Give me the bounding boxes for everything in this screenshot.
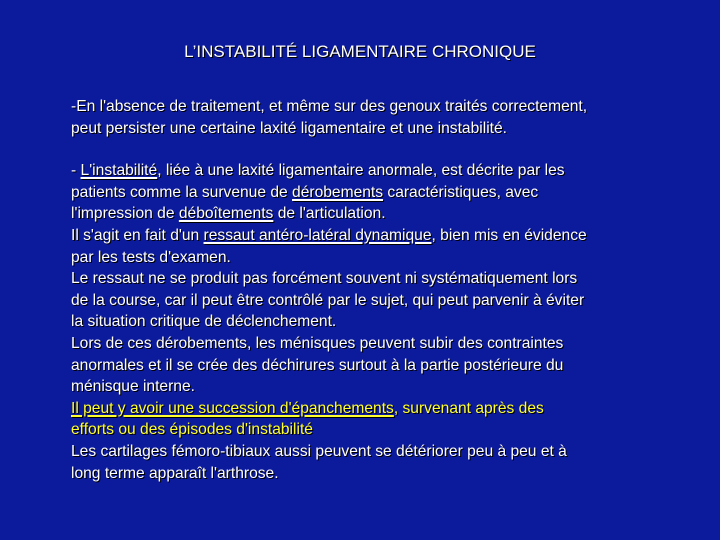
highlighted-line bbox=[71, 398, 701, 420]
text-line: Les cartilages fémoro-tibiaux aussi peuvent se détériorer peu à peu et à bbox=[71, 442, 567, 460]
text-segment: Il s'agit en fait d'un bbox=[71, 226, 204, 244]
text-line: de la course, car il peut être contrôlé par le sujet, qui peut parvenir à éviter bbox=[71, 291, 585, 309]
text-segment: patients comme la survenue de bbox=[71, 183, 293, 201]
text-line: anormales et il se crée des déchirures surtout à la partie postérieure du bbox=[71, 356, 564, 374]
text-segment: de l'articulation. bbox=[273, 205, 386, 223]
text-line bbox=[71, 182, 701, 204]
underlined-term: ressaut antéro-latéral dynamique bbox=[203, 226, 432, 244]
underlined-term: L'instabilité bbox=[80, 162, 158, 180]
instability-paragraph bbox=[71, 160, 701, 484]
text-line: long terme apparaît l'arthrose. bbox=[71, 464, 279, 482]
text-line bbox=[71, 225, 701, 247]
text-line: par les tests d'examen. bbox=[71, 248, 231, 266]
text-segment: - bbox=[71, 162, 81, 180]
text-segment: , liée à une laxité ligamentaire anormale, est décrite par les bbox=[157, 162, 565, 180]
highlighted-line: efforts ou des épisodes d'instabilité bbox=[71, 421, 313, 439]
slide-title: L’INSTABILITÉ LIGAMENTAIRE CHRONIQUE bbox=[184, 42, 536, 61]
text-line: peut persister une certaine laxité ligamentaire et une instabilité. bbox=[71, 119, 508, 137]
slide-body bbox=[71, 96, 701, 484]
intro-paragraph bbox=[71, 96, 701, 139]
text-segment: , bien mis en évidence bbox=[431, 226, 587, 244]
text-line: Le ressaut ne se produit pas forcément souvent ni systématiquement lors bbox=[71, 270, 578, 288]
text-line: la situation critique de déclenchement. bbox=[71, 313, 337, 331]
underlined-term: Il peut y avoir une succession d'épanchements bbox=[71, 399, 394, 417]
text-segment: , survenant après des bbox=[393, 399, 544, 417]
text-line bbox=[71, 160, 701, 182]
text-line: ménisque interne. bbox=[71, 378, 195, 396]
text-line bbox=[71, 203, 701, 225]
text-segment: l'impression de bbox=[71, 205, 179, 223]
underlined-term: déboîtements bbox=[178, 205, 274, 223]
text-segment: caractéristiques, avec bbox=[383, 183, 539, 201]
text-line: -En l'absence de traitement, et même sur des genoux traités correctement, bbox=[71, 98, 588, 115]
text-line: Lors de ces dérobements, les ménisques peuvent subir des contraintes bbox=[71, 334, 564, 352]
underlined-term: dérobements bbox=[292, 183, 384, 201]
